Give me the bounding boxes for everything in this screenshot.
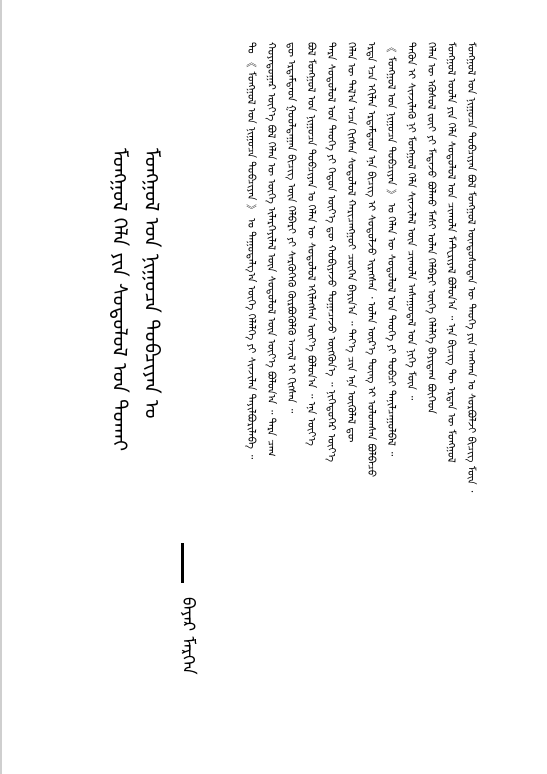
body-line-2: ᠮᠣᠩᠭᠣᠯ ᠤᠤᠯᠠ ᠶᠢᠨ ᠬᠡᠯᠡ ᠰᠤᠳᠤᠯᠤᠯ ᠤᠨ ᠴᠢᠬᠤᠯᠠ ᠮᠠᠲᠧᠷᠢᠶᠠᠯ ᠪᠣᠯᠤᠨ᠎ᠠ ᠃ ᠡᠨᠡ ᠪᠢᠴᠢᠭ ᠲᠦ ᠡᠷᠲᠡᠨ ᠦ ᠮᠣᠩᠭᠣᠯ [445,42,457,463]
body-line-6: ᠡᠷᠲᠡ ᠡᠴᠡ ᠡᠬᠢᠯᠡᠨ ᠡᠷᠳᠡᠮᠲᠡᠳ ᠡᠨᠡ ᠪᠢᠴᠢᠭ ᠢ ᠰᠤᠳᠤᠯᠵᠤ ᠢᠷᠡᠭᠰᠡᠨ ᠂ ᠣᠯᠠᠨ ᠦᠷ᠎ᠡ ᠳᠦᠩ ᠢ ᠣᠯᠤᠭᠰᠠᠨ ᠪᠣᠯᠪᠠᠴᠤ [365,42,377,478]
body-line-5: 《 ᠮᠣᠩᠭᠣᠯ ᠤᠨ ᠨᠢᠭᠤᠴᠠ ᠲᠣᠪᠴᠢᠶᠠᠨ 》 ᠤ ᠬᠡᠯᠡᠨ ᠦ ᠰᠤᠳᠤᠯᠤᠯ ᠤᠨ ᠲᠡᠦᠬᠡ ᠶᠢ ᠲᠣᠪᠴᠢ ᠲᠠᠨᠢᠯᠴᠠᠭᠤᠯᠪᠠᠯ ᠃ [385,42,397,457]
body-line-8: ᠲᠡᠷᠡ ᠰᠤᠳᠤᠯᠤᠯ ᠤᠨ ᠲᠡᠦᠬᠡ ᠶᠢ ᠬᠡᠳᠦᠨ ᠦᠶ᠎ᠡ ᠳᠦ ᠬᠤᠪᠢᠶᠠᠵᠤ ᠲᠣᠭᠠᠴᠠᠵᠤ ᠥᠭᠭᠦᠨ᠎ᠡ ᠃ ᠨᠢᠭᠡᠳᠦᠭᠡᠷ ᠦᠶ᠎ᠡ [325,42,337,463]
body-line-10: ᠳᠦ ᠡᠷᠳᠡᠮᠲᠡᠳ ᠭᠣᠣᠯᠳᠠᠭᠠᠨ ᠪᠢᠴᠢᠭ ᠦᠨ ᠬᠡᠯᠪᠡᠷᠢ ᠶᠢ ᠰᠡᠷᠭᠦᠭᠡᠬᠦ ᠬᠥᠷᠪᠦᠭᠦᠯᠬᠦ ᠠᠵᠢᠯ ᠢ ᠬᠢᠭᠰᠡᠨ ᠃ [285,42,297,414]
body-line-7: ᠬᠡᠯᠡᠨ ᠦ ᠲᠠᠯ᠎ᠠ ᠠᠴᠠ ᠬᠢᠭᠰᠡᠨ ᠰᠤᠳᠤᠯᠤᠯ ᠬᠠᠷᠢᠴᠠᠩᠭᠤᠢ ᠴᠥᠭᠡᠨ ᠪᠠᠶᠢᠨ᠎ᠠ ᠃ ᠲᠡᠶ᠎ᠡ ᠴᠢᠨ ᠡᠨᠡ ᠥᠭᠦᠯᠡᠯ ᠳᠦ [345,42,357,443]
body-line-11: ᠬᠣᠶᠠᠳᠤᠭᠠᠷ ᠦᠶ᠎ᠡ ᠪᠣᠯ ᠬᠡᠯᠡᠨ ᠦ ᠦᠭᠡ ᠢᠯᠡᠷᠬᠡᠶᠢᠯᠡᠯ ᠦᠨ ᠰᠤᠳᠤᠯᠤᠯ ᠦᠨ ᠦᠶ᠎ᠡ ᠪᠣᠯᠤᠨ᠎ᠠ ᠃ ᠲᠡᠷᠡ ᠴᠠᠭ [265,42,277,457]
author-dash [181,543,184,583]
body-line-4: ᠲᠡᠭᠦᠨ ᠢ ᠰᠢᠨᠵᠢᠯᠡᠬᠦ ᠨᠢ ᠮᠣᠩᠭᠣᠯ ᠬᠡᠯᠡ ᠰᠢᠨᠵᠢᠯᠡᠯ ᠦᠨ ᠴᠢᠬᠤᠯᠠ ᠠᠰᠠᠭᠤᠳᠠᠯ ᠤᠨ ᠨᠢᠭᠡ ᠮᠥᠨ ᠃ [405,42,417,401]
body-line-1: ᠮᠣᠩᠭᠣᠯ ᠤᠨ ᠨᠢᠭᠤᠴᠠ ᠲᠣᠪᠴᠢᠶᠠᠨ ᠪᠣᠯ ᠮᠣᠩᠭᠣᠯ ᠦᠨᠳᠦᠰᠦᠲᠡᠨ ᠦ ᠲᠡᠦᠬᠡ ᠶᠢᠨ ᠠᠩᠬᠠᠨ ᠤ ᠰᠤᠷᠪᠤᠯᠵᠢ ᠪᠢᠴᠢᠭ ᠮᠥᠨ ᠂ [465,42,477,493]
title-line-2: ᠮᠣᠩᠭᠣᠯ ᠬᠡᠯᠡ ᠶᠢᠨ ᠰᠤᠳᠤᠯᠤᠯ ᠤᠨ ᠲᠤᠬᠠᠢ [108,148,132,452]
author-name: ᠪᠠᠶᠠᠷ ᠮᠡᠷᠭᠡᠨ [178,597,198,675]
title-line-1: ᠮᠣᠩᠭᠣᠯ ᠤᠨ ᠨᠢᠭᠤᠴᠠ ᠲᠣᠪᠴᠢᠶᠠᠨ ᠤ [140,148,164,419]
body-line-12: ᠲᠤ 《 ᠮᠣᠩᠭᠣᠯ ᠤᠨ ᠨᠢᠭᠤᠴᠠ ᠲᠣᠪᠴᠢᠶᠠᠨ 》 ᠤ ᠳᠠᠭᠤᠳᠠᠯᠭ᠎ᠠ ᠦᠭᠡ ᠬᠡᠯᠡᠯᠭᠡ ᠶᠢ ᠰᠢᠨᠵᠢᠯᠡᠨ ᠲᠠᠶᠢᠯᠪᠤᠷᠢᠯᠠᠪᠠ ᠃ [245,42,257,460]
body-line-9: ᠪᠣᠯ ᠮᠣᠩᠭᠣᠯ ᠤᠨ ᠨᠢᠭᠤᠴᠠ ᠲᠣᠪᠴᠢᠶᠠᠨ ᠤ ᠬᠡᠯᠡᠨ ᠦ ᠰᠤᠳᠤᠯᠤᠯ ᠡᠬᠢᠯᠡᠭᠰᠡᠨ ᠦᠶ᠎ᠡ ᠪᠣᠯᠤᠨ᠎ᠠ ᠃ ᠡᠨᠡ ᠦᠶ᠎ᠡ [305,42,317,446]
page-edge-line [0,0,2,774]
body-line-3: ᠬᠡᠯᠡᠨ ᠦ ᠡᠭᠦᠰᠦᠯ ᠵᠦᠢ ᠶᠢ ᠮᠡᠳᠡᠵᠦ ᠪᠣᠯᠬᠤ ᠮᠠᠰᠢ ᠣᠯᠠᠨ ᠬᠡᠯᠪᠡᠷᠢ ᠦᠭᠡ ᠬᠡᠯᠡᠯᠭᠡ ᠪᠠᠶᠢᠳᠠᠭ ᠪᠥᠭᠡᠳ [425,42,437,414]
